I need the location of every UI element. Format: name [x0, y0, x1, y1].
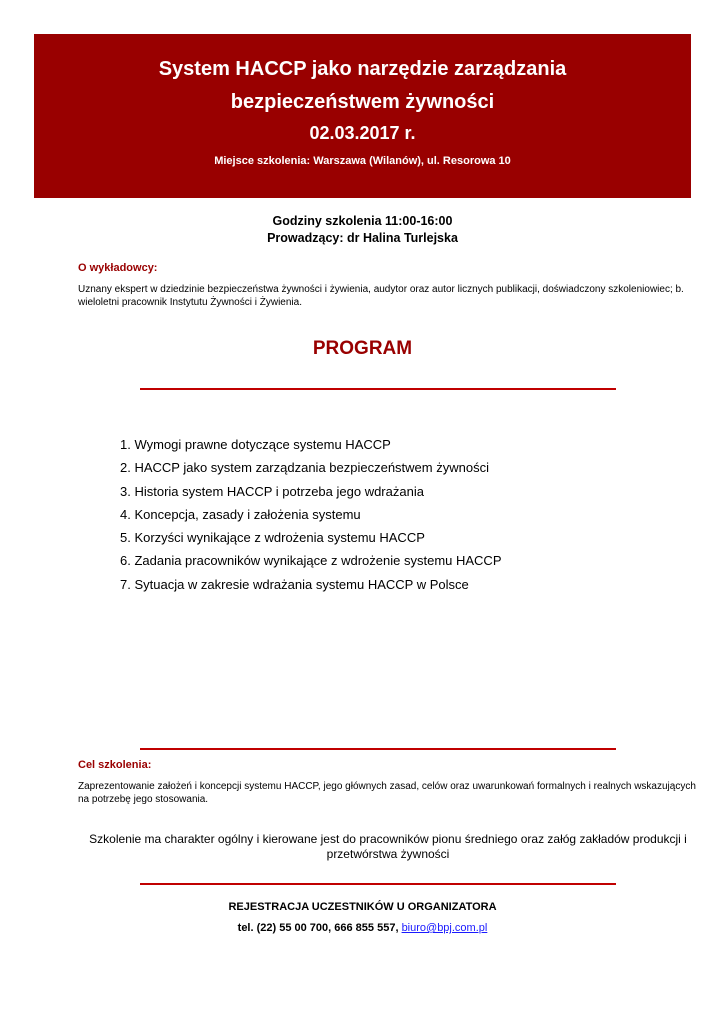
divider — [140, 883, 616, 885]
program-list — [120, 437, 502, 600]
training-hours: Godziny szkolenia 11:00-16:00 — [272, 214, 453, 228]
title-line-2: bezpieczeństwem żywności — [230, 91, 495, 113]
training-date: 02.03.2017 r. — [309, 123, 416, 143]
header-banner — [34, 34, 691, 198]
list-item: 4. Koncepcja, zasady i założenia systemu — [120, 506, 361, 522]
list-item: 6. Zadania pracowników wynikające z wdrożenie systemu HACCP — [120, 553, 502, 569]
list-item: 1. Wymogi prawne dotyczące systemu HACCP — [120, 437, 391, 452]
registration-email-link[interactable]: biuro@bpj.com.pl — [401, 922, 488, 934]
list-item: 5. Korzyści wynikające z wdrożenia systemu HACCP — [120, 530, 425, 546]
divider — [140, 748, 616, 750]
title-line-1: System HACCP jako narzędzie zarządzania — [158, 58, 567, 80]
program-title: PROGRAM — [312, 338, 413, 359]
about-lecturer-label: O wykładowcy: — [78, 262, 158, 274]
lecturer: Prowadzący: dr Halina Turlejska — [267, 231, 458, 245]
registration-phone: tel. (22) 55 00 700, 666 855 557, — [237, 922, 399, 934]
audience-text: Szkolenie ma charakter ogólny i kierowane jest do pracowników pionu średniego oraz załóg zakładów produkcji i przetwórstwa żywności — [89, 832, 687, 861]
registration-title: REJESTRACJA UCZESTNIKÓW U ORGANIZATORA — [228, 901, 497, 913]
goal-text: Zaprezentowanie założeń i koncepcji systemu HACCP, jego głównych zasad, celów oraz uwarunkowań formalnych i realnych wskazujących na potrzebę jego stosowania. — [78, 781, 696, 805]
registration-contact — [0, 922, 725, 934]
training-location: Miejsce szkolenia: Warszawa (Wilanów), ul. Resorowa 10 — [214, 155, 511, 167]
list-item: 3. Historia system HACCP i potrzeba jego wdrażania — [120, 483, 424, 499]
about-lecturer-text: Uznany ekspert w dziedzinie bezpieczeństwa żywności i żywienia, audytor oraz autor licznych publikacji, doświadczony szkoleniowiec; b. wieloletni pracownik Instytutu Żywności i Żywienia. — [78, 284, 684, 308]
goal-label: Cel szkolenia: — [78, 759, 152, 771]
list-item: 7. Sytuacja w zakresie wdrażania systemu HACCP w Polsce — [120, 576, 469, 592]
divider — [140, 388, 616, 390]
list-item: 2. HACCP jako system zarządzania bezpieczeństwem żywności — [120, 460, 489, 476]
